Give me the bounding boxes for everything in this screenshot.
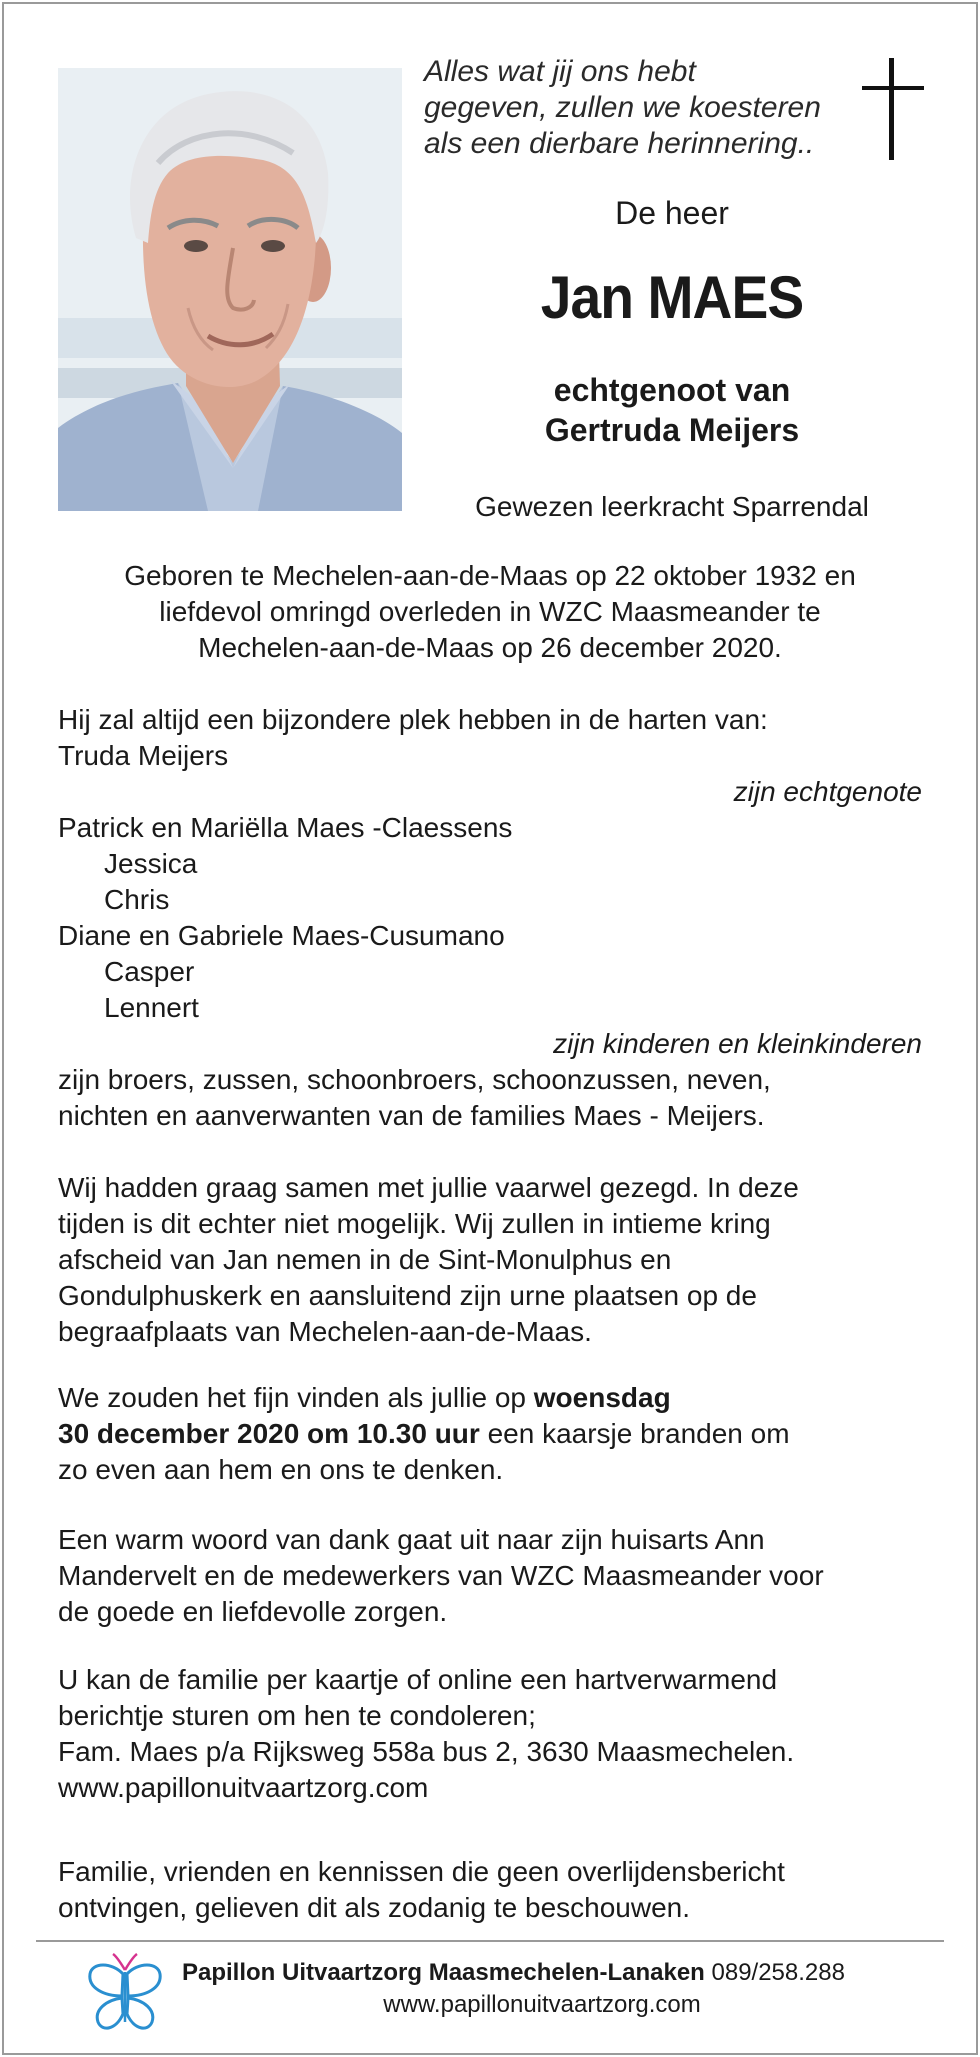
thanks-paragraph [58,1522,922,1630]
footer-divider [36,1940,944,1942]
family-member: Chris [104,884,170,915]
candle-text: We zouden het fijn vinden als jullie op [58,1382,534,1413]
spouse-relation: echtgenoot van [553,372,791,408]
family-others: zijn broers, zussen, schoonbroers, schoonzussen, neven, [58,1064,771,1095]
condolence-line: U kan de familie per kaartje of online een hartverwarmend [58,1664,778,1695]
notice-line: ontvingen, gelieven dit als zodanig te beschouwen. [58,1892,690,1923]
funeral-home-name: Papillon Uitvaartzorg Maasmechelen-Lanaken [182,1959,705,1986]
cross-icon [862,58,924,160]
farewell-paragraph [58,1170,922,1350]
family-member: Diane en Gabriele Maes-Cusumano [58,920,505,951]
family-member: Casper [104,956,195,987]
family-member: Lennert [104,992,199,1023]
family-role: zijn kinderen en kleinkinderen [553,1028,922,1059]
family-others: nichten en aanverwanten van de families Maes - Meijers. [58,1100,765,1131]
farewell-line: begraafplaats van Mechelen-aan-de-Maas. [58,1316,592,1347]
verse-line: Alles wat jij ons hebt [424,55,696,88]
candle-line [58,1416,922,1452]
family-member: Patrick en Mariëlla Maes -Claessens [58,812,513,843]
birth-death-info [58,558,922,666]
notice-paragraph [58,1854,922,1926]
family-section [58,702,922,1134]
salutation: De heer [615,195,729,231]
family-member: Truda Meijers [58,740,229,771]
spouse-name: Gertruda Meijers [544,412,800,448]
portrait-photo [58,68,402,511]
birth-line: Mechelen-aan-de-Maas op 26 december 2020. [198,632,782,663]
funeral-home-website: www.papillonuitvaartzorg.com [383,1991,701,2018]
thanks-line: Mandervelt en de medewerkers van WZC Maasmeander voor [58,1560,824,1591]
spouse-info [424,370,920,450]
condolence-line: Fam. Maes p/a Rijksweg 558a bus 2, 3630 Maasmechelen. [58,1736,795,1767]
birth-line: Geboren te Mechelen-aan-de-Maas op 22 oktober 1932 en [124,560,856,591]
verse-line: als een dierbare herinnering.. [424,127,815,160]
family-role: zijn echtgenote [733,776,922,807]
farewell-line: afscheid van Jan nemen in de Sint-Monulphus en [58,1244,672,1275]
farewell-line: Gondulphuskerk en aansluitend zijn urne plaatsen op de [58,1280,757,1311]
verse-line: gegeven, zullen we koesteren [424,91,821,124]
condolence-website: www.papillonuitvaartzorg.com [58,1772,429,1803]
notice-line: Familie, vrienden en kennissen die geen overlijdensbericht [58,1856,785,1887]
candle-line [58,1380,922,1416]
condolence-line: berichtje sturen om hen te condoleren; [58,1700,536,1731]
family-member: Jessica [104,848,198,879]
candle-paragraph [58,1380,922,1488]
birth-line: liefdevol omringd overleden in WZC Maasmeander te [159,596,821,627]
candle-day: woensdag [533,1382,671,1413]
family-intro: Hij zal altijd een bijzondere plek hebben in de harten van: [58,704,768,735]
thanks-line: Een warm woord van dank gaat uit naar zijn huisarts Ann [58,1524,765,1555]
candle-line: zo even aan hem en ons te denken. [58,1454,504,1485]
funeral-home-phone: 089/258.288 [704,1959,845,1986]
thanks-line: de goede en liefdevolle zorgen. [58,1596,448,1627]
farewell-line: tijden is dit echter niet mogelijk. Wij zullen in intieme kring [58,1208,771,1239]
candle-datetime: 30 december 2020 om 10.30 uur [58,1418,480,1449]
candle-text: een kaarsje branden om [479,1418,790,1449]
condolence-paragraph [58,1662,922,1806]
funeral-home-info [182,1958,942,1988]
deceased-name: Jan MAES [540,264,804,331]
butterfly-logo-icon [86,1952,164,2036]
occupation: Gewezen leerkracht Sparrendal [475,491,869,522]
farewell-line: Wij hadden graag samen met jullie vaarwel gezegd. In deze [58,1172,799,1203]
memorial-verse [424,54,864,162]
